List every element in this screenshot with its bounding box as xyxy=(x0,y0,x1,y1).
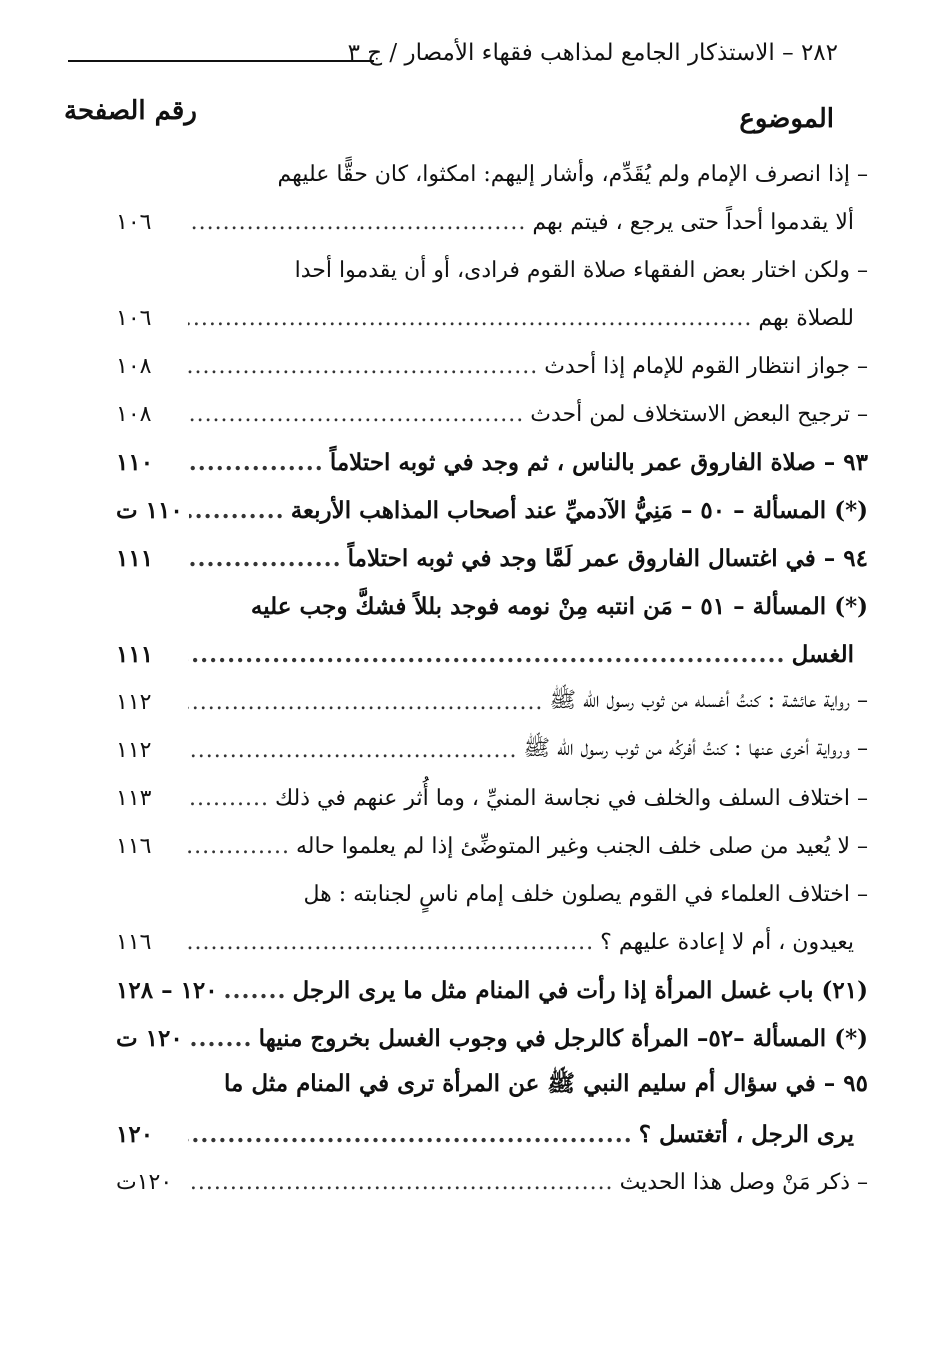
entry-text: ٩٤ – في اغتسال الفاروق عمر لَمَّا وجد في ثوبه احتلاماً xyxy=(347,544,868,572)
leader-dots xyxy=(188,834,290,859)
entry-text: – لا يُعيد من صلى خلف الجنب وغير المتوضِّئ إذا لم يعلموا حاله xyxy=(296,833,868,859)
toc-entry xyxy=(116,966,868,1014)
entry-text: (٢١) باب غسل المرأة إذا رأت في المنام مثل ما يرى الرجل xyxy=(292,976,868,1004)
toc-entry xyxy=(116,390,868,438)
entry-page: ١١١ xyxy=(116,640,154,668)
entry-text: يعيدون ، أم لا إعادة عليهم ؟ xyxy=(600,929,854,955)
entry-text: يرى الرجل ، أتغتسل ؟ xyxy=(638,1120,854,1148)
entry-text: – جواز انتظار القوم للإمام إذا أحدث xyxy=(544,353,868,379)
toc-entry xyxy=(116,294,868,342)
leader-dots xyxy=(188,930,594,955)
header-rule xyxy=(68,60,374,62)
toc-entry xyxy=(116,198,868,246)
entry-page: ١٢٠ xyxy=(116,1120,154,1148)
entry-page: ١٠٦ xyxy=(116,305,152,331)
leader-dots xyxy=(188,449,324,476)
entry-page: ١٢٠ت xyxy=(116,1169,173,1195)
entry-text: – ترجيح البعض الاستخلاف لمن أحدث xyxy=(530,401,868,427)
leader-dots xyxy=(188,1170,614,1195)
entry-text: ٩٥ – في سؤال أم سليم النبي ﷺ عن المرأة ترى في المنام مثل ما xyxy=(224,1070,868,1097)
toc-entry xyxy=(116,150,868,198)
entry-text: – اختلاف العلماء في القوم يصلون خلف إمام ناسٍ لجنابته : هل xyxy=(303,881,868,907)
toc-entry xyxy=(116,534,868,582)
leader-dots xyxy=(188,306,752,331)
entry-page: ١١١ xyxy=(116,544,154,572)
toc-entry xyxy=(116,438,868,486)
leader-dots xyxy=(188,402,524,427)
leader-dots xyxy=(188,1121,633,1148)
entry-page: ١٠٦ xyxy=(116,209,152,235)
leader-dots xyxy=(189,497,285,524)
toc-entry xyxy=(116,342,868,390)
entry-text: – رواية عائشة : كنتُ أغسله من ثوب رسول الله ﷺ xyxy=(549,688,868,713)
toc-entry xyxy=(116,870,868,918)
leader-dots xyxy=(224,977,287,1004)
column-headings xyxy=(64,96,834,146)
toc-entry xyxy=(116,1158,868,1206)
entry-page: ١٠٨ xyxy=(116,353,152,379)
entry-page: ١١٦ xyxy=(116,929,152,955)
entry-text: – ذكر مَنْ وصل هذا الحديث xyxy=(619,1169,868,1195)
entry-text: ٩٣ – صلاة الفاروق عمر بالناس ، ثم وجد في ثوبه احتلاماً xyxy=(329,448,868,476)
leader-dots xyxy=(188,545,342,572)
leader-dots xyxy=(188,738,517,763)
entry-text: (*) المسألة – ٥١ – مَن انتبه مِنْ نومه فوجد بللاً فشكَّ وجب عليه xyxy=(250,592,868,620)
entry-page: ١١٢ xyxy=(116,689,152,715)
entry-page: ١١٦ xyxy=(116,833,152,859)
leader-dots xyxy=(188,641,786,668)
leader-dots xyxy=(188,690,543,715)
toc-entry xyxy=(116,1014,868,1062)
toc-entry xyxy=(116,486,868,534)
toc-entry xyxy=(116,822,868,870)
page-column-heading: رقم الصفحة xyxy=(64,96,197,126)
entry-text: (*) المسألة – ٥٠ – مَنِيُّ الآدميِّ عند أصحاب المذاهب الأربعة xyxy=(290,496,868,524)
entry-page: ١١٠ xyxy=(116,448,154,476)
toc-entry xyxy=(116,726,868,774)
entry-page: ١٢٠ ت xyxy=(116,1024,183,1052)
entry-page: ١١٠ ت xyxy=(116,496,183,524)
toc-entry xyxy=(116,678,868,726)
leader-dots xyxy=(189,1025,253,1052)
entry-text: – اختلاف السلف والخلف في نجاسة المنيِّ ، وما أُثر عنهم في ذلك xyxy=(274,785,868,811)
entry-text: الغسل xyxy=(791,640,854,668)
entry-text: (*) المسألة –٥٢– المرأة كالرجل في وجوب الغسل بخروج منيها xyxy=(258,1024,868,1052)
leader-dots xyxy=(188,786,269,811)
running-head: ٢٨٢ – الاستذكار الجامع لمذاهب فقهاء الأمصار / ج ٣ xyxy=(347,40,838,66)
entry-text: للصلاة بهم xyxy=(758,305,854,331)
toc-entry xyxy=(116,774,868,822)
toc-entry xyxy=(116,1110,868,1158)
page-header xyxy=(68,36,838,76)
entry-page: ١١٢ xyxy=(116,737,152,763)
toc-entry xyxy=(116,582,868,630)
entry-page: ١١٣ xyxy=(116,785,152,811)
toc-entry xyxy=(116,630,868,678)
entry-text: ألا يقدموا أحداً حتى يرجع ، فيتم بهم xyxy=(532,209,854,235)
entry-text: – ورواية أخرى عنها : كنتُ أفركُه من ثوب رسول الله ﷺ xyxy=(523,736,868,761)
leader-dots xyxy=(188,210,526,235)
entry-text: – ولكن اختار بعض الفقهاء صلاة القوم فرادى، أو أن يقدموا أحدا xyxy=(294,257,868,283)
toc-entry xyxy=(116,1062,868,1110)
topic-column-heading: الموضوع xyxy=(739,104,834,134)
toc-entries xyxy=(116,150,868,1206)
toc-entry xyxy=(116,918,868,966)
entry-page: ١٢٠ – ١٢٨ xyxy=(116,976,218,1004)
leader-dots xyxy=(188,354,538,379)
toc-entry xyxy=(116,246,868,294)
entry-page: ١٠٨ xyxy=(116,401,152,427)
entry-text: – إذا انصرف الإمام ولم يُقَدِّم، وأشار إليهم: امكثوا، كان حقًّا عليهم xyxy=(277,161,868,187)
